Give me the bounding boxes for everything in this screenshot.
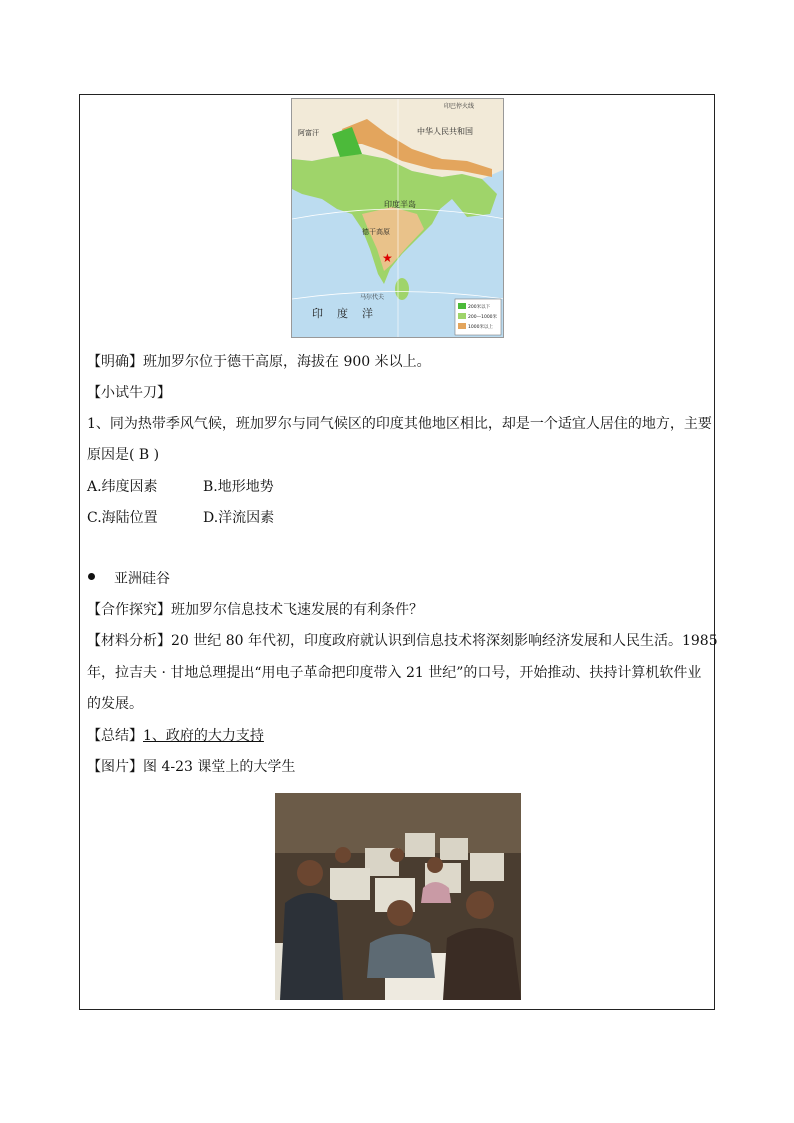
coop-tag: 【合作探究】 <box>87 602 171 618</box>
question-1-line-1: 1、同为热带季风气候，班加罗尔与同气候区的印度其他地区相比，却是一个适宜人居住的地方，主要 <box>87 416 712 432</box>
map-label-deccan: 德干高原 <box>362 228 390 236</box>
quiz-heading: 【小试牛刀】 <box>87 385 171 401</box>
map-label-peninsula: 印度半岛 <box>384 200 416 209</box>
map-label-ceasefire: 印巴停火线 <box>444 103 475 110</box>
summary-body: 1、政府的大力支持 <box>143 728 264 744</box>
picture-caption: 图 4-23 课堂上的大学生 <box>143 759 296 775</box>
option-c: C.海陆位置 <box>87 510 158 526</box>
legend-low: 200米以下 <box>468 305 491 310</box>
legend-mid: 200—1000米 <box>468 315 498 320</box>
material-line-3: 的发展。 <box>87 696 143 712</box>
map-label-afghanistan: 阿富汗 <box>298 129 319 137</box>
option-a: A.纬度因素 <box>87 479 158 495</box>
material-line-2: 年，拉吉夫 · 甘地总理提出“用电子革命把印度带入 21 世纪”的口号，开始推动、扶持计算机软件业 <box>87 665 702 681</box>
clarify-body: 班加罗尔位于德干高原，海拔在 900 米以上。 <box>143 354 431 370</box>
svg-text:★: ★ <box>382 251 393 265</box>
picture-line <box>87 758 295 776</box>
clarify-tag: 【明确】 <box>87 354 143 370</box>
option-b: B.地形地势 <box>203 479 274 495</box>
section-heading: 亚洲硅谷 <box>114 571 170 587</box>
map-label-ocean: 印度洋 <box>312 307 387 320</box>
coop-body: 班加罗尔信息技术飞速发展的有利条件？ <box>171 602 423 618</box>
question-1-line-2: 原因是( B ) <box>87 447 160 463</box>
material-line-1 <box>87 632 718 650</box>
legend-high: 1000米以上 <box>468 325 493 330</box>
summary-line <box>87 727 264 745</box>
coop-line <box>87 601 423 619</box>
classroom-photo <box>275 793 521 1000</box>
summary-tag: 【总结】 <box>87 728 143 744</box>
map-label-island: 马尔代夫 <box>360 294 385 301</box>
map-label-china: 中华人民共和国 <box>417 127 473 136</box>
material-tag: 【材料分析】 <box>87 633 171 649</box>
clarify-line <box>87 353 431 371</box>
material-body-1: 20 世纪 80 年代初，印度政府就认识到信息技术将深刻影响经济发展和人民生活。1985 <box>171 633 718 649</box>
bullet-icon <box>88 573 95 580</box>
picture-tag: 【图片】 <box>87 759 143 775</box>
option-d: D.洋流因素 <box>203 510 275 526</box>
south-asia-map <box>291 98 504 338</box>
